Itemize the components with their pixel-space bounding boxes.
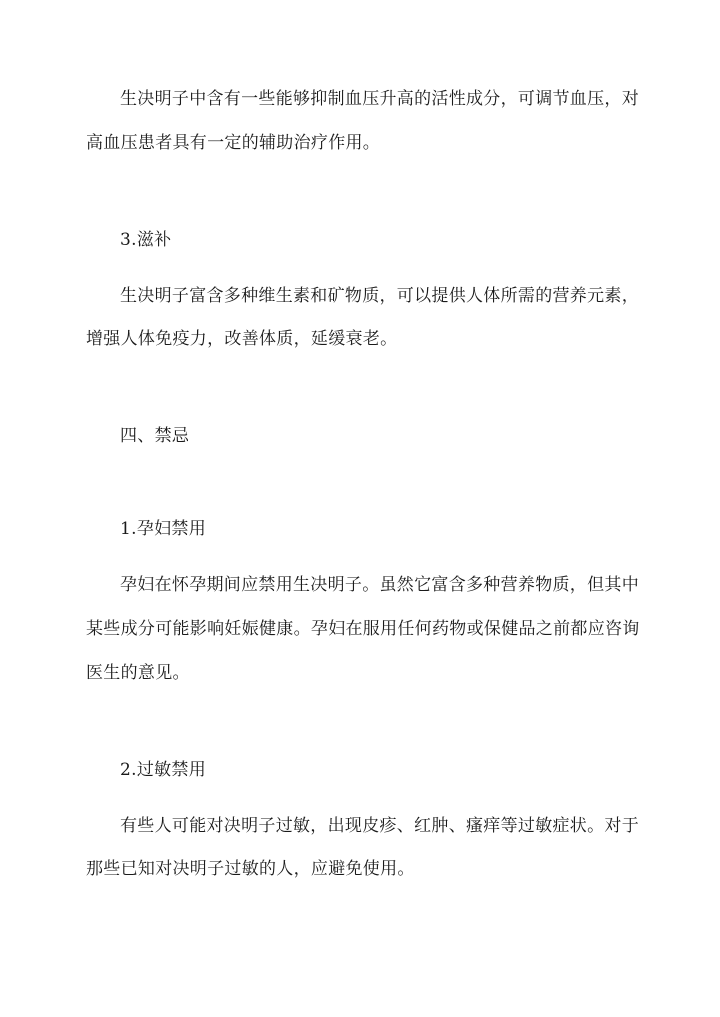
paragraph-line: 高血压患者具有一定的辅助治疗作用。 bbox=[86, 133, 381, 153]
subsection-heading: 1.孕妇禁用 bbox=[120, 519, 207, 539]
section-heading: 四、禁忌 bbox=[120, 426, 190, 446]
paragraph-line: 医生的意见。 bbox=[86, 663, 190, 683]
paragraph-line: 生决明子中含有一些能够抑制血压升高的活性成分，可调节血压，对 bbox=[120, 89, 639, 109]
paragraph-line: 孕妇在怀孕期间应禁用生决明子。虽然它富含多种营养物质，但其中 bbox=[120, 575, 639, 595]
paragraph-line: 增强人体免疫力，改善体质，延缓衰老。 bbox=[86, 329, 398, 349]
section-heading: 3.滋补 bbox=[120, 230, 172, 250]
paragraph-line: 有些人可能对决明子过敏，出现皮疹、红肿、瘙痒等过敏症状。对于 bbox=[120, 816, 639, 836]
paragraph-line: 某些成分可能影响妊娠健康。孕妇在服用任何药物或保健品之前都应咨询 bbox=[86, 619, 640, 639]
subsection-heading: 2.过敏禁用 bbox=[120, 760, 207, 780]
paragraph-line: 生决明子富含多种维生素和矿物质，可以提供人体所需的营养元素， bbox=[120, 286, 639, 306]
paragraph-line: 那些已知对决明子过敏的人，应避免使用。 bbox=[86, 859, 415, 879]
